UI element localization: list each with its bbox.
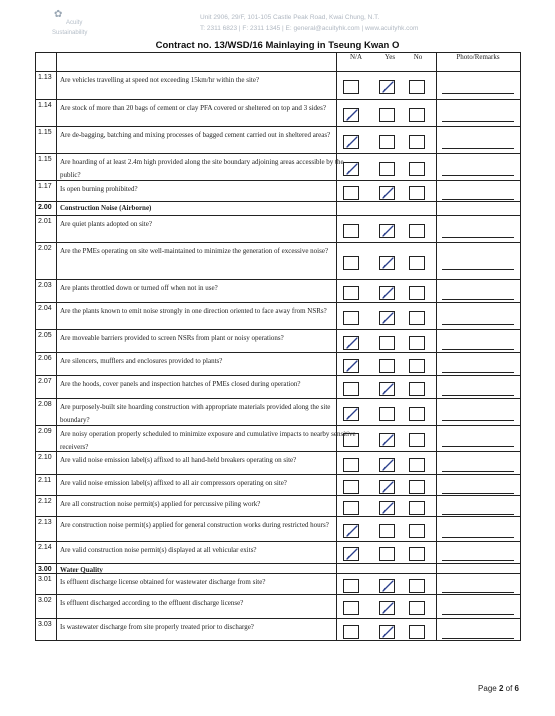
item-number: 2.10 — [38, 454, 52, 461]
checklist-row — [36, 594, 520, 619]
remarks-line[interactable] — [442, 420, 514, 421]
item-number: 3.01 — [38, 576, 52, 583]
checklist-row — [36, 329, 520, 353]
item-number: 3.00 — [38, 566, 52, 573]
document-title: Contract no. 13/WSD/16 Mainlaying in Tseung Kwan O — [155, 40, 400, 51]
checkbox-no[interactable] — [409, 311, 425, 325]
checkbox-yes[interactable] — [379, 382, 395, 396]
checkbox-na[interactable] — [343, 311, 359, 325]
checkbox-no[interactable] — [409, 480, 425, 494]
checklist-row — [36, 425, 520, 452]
checkbox-yes[interactable] — [379, 336, 395, 350]
item-number: 1.17 — [38, 183, 52, 190]
checkbox-na[interactable] — [343, 480, 359, 494]
checkbox-na[interactable] — [343, 407, 359, 421]
checklist-row — [36, 375, 520, 399]
remarks-line[interactable] — [442, 446, 514, 447]
remarks-line[interactable] — [442, 592, 514, 593]
tick-mark-icon — [381, 625, 395, 639]
tick-mark-icon — [381, 433, 395, 447]
checkbox-yes[interactable] — [379, 286, 395, 300]
tick-mark-icon — [381, 311, 395, 325]
checkbox-na[interactable] — [343, 80, 359, 94]
checkbox-yes[interactable] — [379, 547, 395, 561]
checkbox-yes[interactable] — [379, 256, 395, 270]
checkbox-na[interactable] — [343, 336, 359, 350]
checklist-row — [36, 541, 520, 564]
checkbox-no[interactable] — [409, 186, 425, 200]
checkbox-no[interactable] — [409, 601, 425, 615]
question-text: Are valid noise emission label(s) affixed to all hand-held breakers operating on site? — [60, 456, 297, 464]
header-yes: Yes — [384, 53, 396, 61]
checkbox-yes[interactable] — [379, 625, 395, 639]
item-number: 2.09 — [38, 428, 52, 435]
checklist-row — [36, 71, 520, 100]
item-number: 1.15 — [38, 156, 52, 163]
tick-mark-icon — [381, 382, 395, 396]
checkbox-na[interactable] — [343, 286, 359, 300]
checkbox-yes[interactable] — [379, 108, 395, 122]
checkbox-na[interactable] — [343, 547, 359, 561]
remarks-line[interactable] — [442, 175, 514, 176]
question-text: Are valid noise emission label(s) affixed to all air compressors operating on site? — [60, 479, 287, 487]
item-number: 1.13 — [38, 74, 52, 81]
checkbox-yes[interactable] — [379, 524, 395, 538]
item-number: 2.00 — [38, 204, 52, 211]
checkbox-no[interactable] — [409, 80, 425, 94]
checkbox-na[interactable] — [343, 579, 359, 593]
item-number: 2.13 — [38, 519, 52, 526]
checklist-row — [36, 474, 520, 496]
remarks-line[interactable] — [442, 237, 514, 238]
item-number: 2.08 — [38, 401, 52, 408]
section-title: Construction Noise (Airborne) — [60, 204, 152, 212]
checkbox-no[interactable] — [409, 108, 425, 122]
checkbox-yes[interactable] — [379, 135, 395, 149]
company-logo — [52, 10, 112, 36]
tick-mark-icon — [345, 162, 359, 176]
section-header-row — [36, 201, 520, 216]
tick-mark-icon — [381, 458, 395, 472]
checklist-row — [36, 516, 520, 542]
checkbox-no[interactable] — [409, 359, 425, 373]
tick-mark-icon — [381, 601, 395, 615]
checklist-row — [36, 352, 520, 376]
remarks-line[interactable] — [442, 493, 514, 494]
item-number: 1.15 — [38, 129, 52, 136]
tick-mark-icon — [345, 336, 359, 350]
tick-mark-icon — [381, 501, 395, 515]
checkbox-no[interactable] — [409, 407, 425, 421]
checkbox-no[interactable] — [409, 256, 425, 270]
checkbox-yes[interactable] — [379, 601, 395, 615]
tick-mark-icon — [381, 186, 395, 200]
question-text: Are de-bagging, batching and mixing processes of bagged cement carried out in sheltered areas? — [60, 131, 331, 139]
tick-mark-icon — [381, 256, 395, 270]
tick-mark-icon — [345, 547, 359, 561]
section-title: Water Quality — [60, 566, 103, 574]
address-line-2: T: 2311 6823 | F: 2311 1345 | E: general@acuityhk.com | www.acuityhk.com — [200, 25, 419, 32]
checklist-row — [36, 99, 520, 127]
checklist-row — [36, 153, 520, 181]
tick-mark-icon — [381, 579, 395, 593]
checkbox-yes[interactable] — [379, 186, 395, 200]
checkbox-no[interactable] — [409, 579, 425, 593]
checklist-table — [35, 52, 521, 641]
item-number: 3.03 — [38, 621, 52, 628]
company-address — [200, 12, 540, 34]
checkbox-no[interactable] — [409, 524, 425, 538]
checkbox-yes[interactable] — [379, 359, 395, 373]
checkbox-na[interactable] — [343, 186, 359, 200]
tick-mark-icon — [345, 524, 359, 538]
checkbox-na[interactable] — [343, 458, 359, 472]
checkbox-no[interactable] — [409, 162, 425, 176]
checkbox-na[interactable] — [343, 601, 359, 615]
remarks-line[interactable] — [442, 514, 514, 515]
checkbox-na[interactable] — [343, 256, 359, 270]
question-text: Are the PMEs operating on site well-maintained to minimize the generation of excessive noise? — [60, 247, 329, 255]
item-number: 3.02 — [38, 597, 52, 604]
checklist-row — [36, 398, 520, 426]
item-number: 2.03 — [38, 282, 52, 289]
checkbox-na[interactable] — [343, 135, 359, 149]
question-text: Is open burning prohibited? — [60, 185, 138, 193]
item-number: 2.11 — [38, 477, 52, 484]
checkbox-no[interactable] — [409, 382, 425, 396]
remarks-line[interactable] — [442, 324, 514, 325]
checkbox-no[interactable] — [409, 547, 425, 561]
checkbox-na[interactable] — [343, 524, 359, 538]
checklist-row — [36, 618, 520, 643]
checkbox-na[interactable] — [343, 359, 359, 373]
checklist-row — [36, 451, 520, 475]
checkbox-na[interactable] — [343, 162, 359, 176]
remarks-line[interactable] — [442, 269, 514, 270]
question-text: Are the hoods, cover panels and inspection hatches of PMEs closed during operation? — [60, 380, 301, 388]
logo-line-2: Sustainability — [52, 30, 88, 36]
checkbox-no[interactable] — [409, 458, 425, 472]
checkbox-no[interactable] — [409, 224, 425, 238]
checkbox-no[interactable] — [409, 625, 425, 639]
checkbox-yes[interactable] — [379, 311, 395, 325]
item-number: 2.02 — [38, 245, 52, 252]
checkbox-na[interactable] — [343, 501, 359, 515]
question-text: Are the plants known to emit noise strongly in one direction oriented to face away from NSRs? — [60, 307, 327, 315]
checkbox-yes[interactable] — [379, 80, 395, 94]
tick-mark-icon — [381, 286, 395, 300]
checklist-row — [36, 242, 520, 280]
question-text: Is effluent discharged according to the effluent discharge license? — [60, 599, 244, 607]
checkbox-no[interactable] — [409, 286, 425, 300]
question-text: Are silencers, mufflers and enclosures provided to plants? — [60, 357, 223, 365]
question-text: Are valid construction noise permit(s) displayed at all vehicular exits? — [60, 546, 257, 554]
checkbox-no[interactable] — [409, 135, 425, 149]
question-text: Are hoarding of at least 2.4m high provided along the site boundary adjoining areas accessible by the public? — [60, 158, 344, 179]
header-no: No — [413, 53, 423, 61]
remarks-line[interactable] — [442, 93, 514, 94]
checkbox-no[interactable] — [409, 336, 425, 350]
checkbox-na[interactable] — [343, 433, 359, 447]
item-number: 1.14 — [38, 102, 52, 109]
question-text: Are plants throttled down or turned off when not in use? — [60, 284, 218, 292]
question-text: Are moveable barriers provided to screen NSRs from plant or noisy operations? — [60, 334, 284, 342]
checkbox-yes[interactable] — [379, 579, 395, 593]
tick-mark-icon — [345, 407, 359, 421]
tick-mark-icon — [381, 224, 395, 238]
question-text: Are quiet plants adopted on site? — [60, 220, 152, 228]
item-number: 2.12 — [38, 498, 52, 505]
question-text: Are purposely-built site hoarding construction with appropriate materials provided along the site boundary? — [60, 403, 331, 424]
checkbox-na[interactable] — [343, 625, 359, 639]
checklist-row — [36, 302, 520, 330]
remarks-line[interactable] — [442, 395, 514, 396]
checkbox-yes[interactable] — [379, 501, 395, 515]
item-number: 2.14 — [38, 544, 52, 551]
checkbox-yes[interactable] — [379, 433, 395, 447]
item-number: 2.06 — [38, 355, 52, 362]
checkbox-yes[interactable] — [379, 480, 395, 494]
checklist-row — [36, 279, 520, 303]
tick-mark-icon — [381, 480, 395, 494]
checkbox-na[interactable] — [343, 224, 359, 238]
checkbox-yes[interactable] — [379, 162, 395, 176]
checklist-row — [36, 180, 520, 202]
checkbox-no[interactable] — [409, 501, 425, 515]
tick-mark-icon — [345, 359, 359, 373]
remarks-line[interactable] — [442, 560, 514, 561]
tick-mark-icon — [345, 135, 359, 149]
page-number: Page 2 of 6 — [478, 684, 519, 693]
checkbox-no[interactable] — [409, 433, 425, 447]
leaf-icon: ✿ — [54, 9, 63, 20]
item-number: 2.07 — [38, 378, 52, 385]
remarks-line[interactable] — [442, 638, 514, 639]
remarks-line[interactable] — [442, 537, 514, 538]
remarks-line[interactable] — [442, 614, 514, 615]
checkbox-yes[interactable] — [379, 224, 395, 238]
checklist-row — [36, 495, 520, 517]
remarks-line[interactable] — [442, 148, 514, 149]
question-text: Is wastewater discharge from site properly treated prior to discharge? — [60, 623, 254, 631]
remarks-line[interactable] — [442, 299, 514, 300]
header-na: N/A — [349, 53, 363, 61]
checkbox-yes[interactable] — [379, 458, 395, 472]
tick-mark-icon — [345, 108, 359, 122]
remarks-line[interactable] — [442, 199, 514, 200]
question-text: Are construction noise permit(s) applied for general construction works during restricted hours? — [60, 521, 329, 529]
question-text: Are stock of more than 20 bags of cement or clay PFA covered or sheltered on top and 3 sides? — [60, 104, 326, 112]
item-number: 2.04 — [38, 305, 52, 312]
question-text: Are vehicles travelling at speed not exceeding 15km/hr within the site? — [60, 76, 260, 84]
tick-mark-icon — [381, 80, 395, 94]
checkbox-na[interactable] — [343, 108, 359, 122]
checklist-row — [36, 126, 520, 154]
checkbox-yes[interactable] — [379, 407, 395, 421]
question-text: Are all construction noise permit(s) applied for percussive piling work? — [60, 500, 261, 508]
question-text: Are noisy operation properly scheduled to minimize exposure and cumulative impacts to nearby sensitive receivers? — [60, 430, 356, 451]
remarks-line[interactable] — [442, 349, 514, 350]
remarks-line[interactable] — [442, 372, 514, 373]
remarks-line[interactable] — [442, 121, 514, 122]
item-number: 2.05 — [38, 332, 52, 339]
checklist-row — [36, 573, 520, 595]
remarks-line[interactable] — [442, 471, 514, 472]
address-line-1: Unit 2906, 29/F, 101-105 Castle Peak Road, Kwai Chung, N.T. — [200, 14, 380, 21]
checklist-row — [36, 215, 520, 243]
checkbox-na[interactable] — [343, 382, 359, 396]
logo-line-1: Acuity — [66, 20, 83, 26]
item-number: 2.01 — [38, 218, 52, 225]
header-photo-remarks: Photo/Remarks — [456, 53, 500, 61]
question-text: Is effluent discharge license obtained for wastewater discharge from site? — [60, 578, 266, 586]
